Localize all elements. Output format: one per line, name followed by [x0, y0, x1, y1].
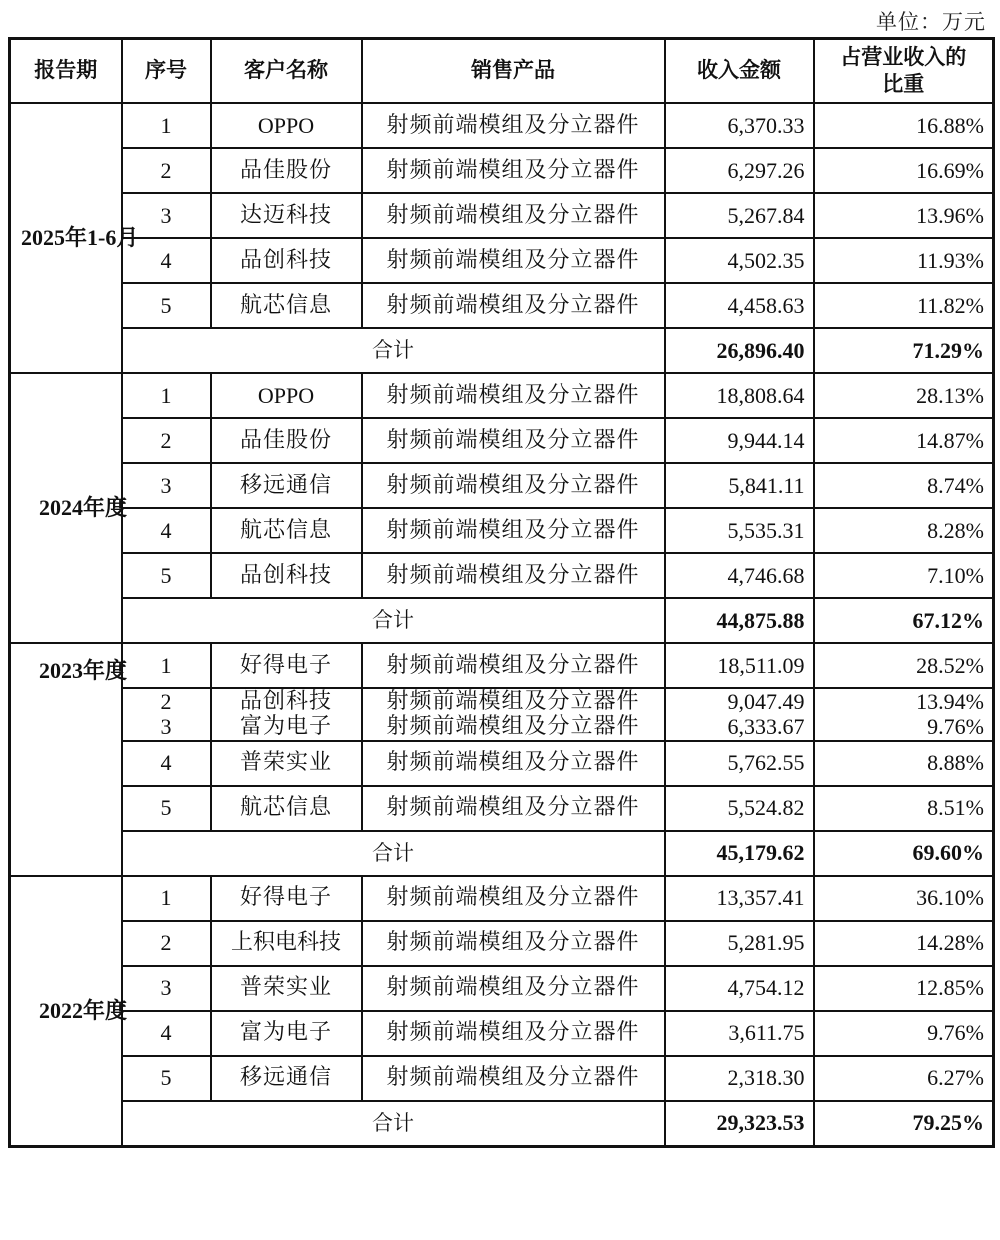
period-label: 2023年度: [10, 643, 122, 876]
header-customer: 客户名称: [211, 39, 362, 104]
total-label: 合计: [122, 1101, 665, 1147]
product-name: 射频前端模组及分立器件: [362, 193, 665, 238]
product-name: 射频前端模组及分立器件: [386, 689, 640, 714]
product-name: 射频前端模组及分立器件: [362, 741, 665, 786]
row-index: 1: [122, 643, 211, 688]
total-label: 合计: [122, 328, 665, 373]
total-row: [10, 598, 994, 643]
revenue-amount: 4,754.12: [665, 966, 814, 1011]
total-revenue: 44,875.88: [665, 598, 814, 643]
row-index: 2: [122, 418, 211, 463]
table-row: [10, 373, 994, 418]
revenue-amount: 5,267.84: [665, 193, 814, 238]
total-row: [10, 1101, 994, 1147]
customer-name: 航芯信息: [211, 786, 362, 831]
revenue-amount: 9,944.14: [665, 418, 814, 463]
product-name: 射频前端模组及分立器件: [362, 418, 665, 463]
row-index: 5: [122, 1056, 211, 1101]
customer-name: OPPO: [211, 103, 362, 148]
revenue-share: 16.88%: [814, 103, 994, 148]
customer-name: 普荣实业: [211, 741, 362, 786]
revenue-amount: 13,357.41: [665, 876, 814, 921]
header-period: 报告期: [10, 39, 122, 104]
revenue-amount: 5,762.55: [665, 741, 814, 786]
revenue-share: 8.28%: [814, 508, 994, 553]
product-name: 射频前端模组及分立器件: [362, 1056, 665, 1101]
customer-name: 航芯信息: [211, 508, 362, 553]
total-row: [10, 831, 994, 876]
table-row: [10, 786, 994, 831]
product-name: 射频前端模组及分立器件: [362, 463, 665, 508]
total-share: 71.29%: [814, 328, 994, 373]
revenue-amount: 5,524.82: [665, 786, 814, 831]
product-name: 射频前端模组及分立器件: [362, 643, 665, 688]
revenue-amount: 4,458.63: [665, 283, 814, 328]
period-label: 2025年1-6月: [10, 103, 122, 373]
product-name: 射频前端模组及分立器件: [362, 786, 665, 831]
revenue-share: 36.10%: [814, 876, 994, 921]
customer-name: 移远通信: [211, 1056, 362, 1101]
revenue-amount: 9,047.49: [727, 689, 805, 714]
customer-name: 品创科技: [211, 553, 362, 598]
row-index: 2: [160, 689, 172, 714]
customer-name: 品佳股份: [211, 148, 362, 193]
row-index: 5: [122, 786, 211, 831]
revenue-share: 13.96%: [814, 193, 994, 238]
product-name: 射频前端模组及分立器件: [386, 714, 640, 740]
revenue-amount: 5,535.31: [665, 508, 814, 553]
total-row: [10, 328, 994, 373]
header-index: 序号: [122, 39, 211, 104]
table-row: [10, 463, 994, 508]
product-name: 射频前端模组及分立器件: [362, 373, 665, 418]
product-name: 射频前端模组及分立器件: [362, 876, 665, 921]
total-revenue: 26,896.40: [665, 328, 814, 373]
row-index-stack: [122, 688, 211, 741]
customer-name: 好得电子: [211, 643, 362, 688]
row-index: 3: [122, 463, 211, 508]
customer-name: OPPO: [211, 373, 362, 418]
revenue-share: 8.88%: [814, 741, 994, 786]
row-index: 1: [122, 373, 211, 418]
row-index: 3: [122, 966, 211, 1011]
row-index: 4: [122, 1011, 211, 1056]
revenue-amount: 4,746.68: [665, 553, 814, 598]
row-index: 1: [122, 876, 211, 921]
revenue-share: 8.74%: [814, 463, 994, 508]
table-row: [10, 921, 994, 966]
revenue-share: 12.85%: [814, 966, 994, 1011]
revenue-share: 28.52%: [814, 643, 994, 688]
header-product: 销售产品: [362, 39, 665, 104]
table-row: [10, 418, 994, 463]
product-name: 射频前端模组及分立器件: [362, 508, 665, 553]
revenue-amount: 6,297.26: [665, 148, 814, 193]
row-index: 2: [122, 148, 211, 193]
product-name: 射频前端模组及分立器件: [362, 148, 665, 193]
total-label: 合计: [122, 831, 665, 876]
row-index: 3: [160, 714, 172, 740]
total-share: 79.25%: [814, 1101, 994, 1147]
total-revenue: 29,323.53: [665, 1101, 814, 1147]
customer-name: 航芯信息: [211, 283, 362, 328]
row-index: 2: [122, 921, 211, 966]
total-label: 合计: [122, 598, 665, 643]
table-row: [10, 103, 994, 148]
total-revenue: 45,179.62: [665, 831, 814, 876]
customer-name: 富为电子: [211, 1011, 362, 1056]
revenue-amount: 18,511.09: [665, 643, 814, 688]
product-name: 射频前端模组及分立器件: [362, 283, 665, 328]
header-share: 占营业收入的比重: [814, 39, 994, 104]
revenue-share: 6.27%: [814, 1056, 994, 1101]
table-row: [10, 148, 994, 193]
revenue-amount-stack: [665, 688, 814, 741]
customer-name: 好得电子: [211, 876, 362, 921]
period-label: 2022年度: [10, 876, 122, 1147]
revenue-share-stack: [814, 688, 994, 741]
revenue-share: 14.87%: [814, 418, 994, 463]
customer-name: 富为电子: [239, 714, 332, 740]
product-name: 射频前端模组及分立器件: [362, 238, 665, 283]
revenue-share: 7.10%: [814, 553, 994, 598]
table-row: [10, 508, 994, 553]
row-index: 4: [122, 741, 211, 786]
table-row: [10, 193, 994, 238]
revenue-amount: 2,318.30: [665, 1056, 814, 1101]
table-header-row: [10, 39, 994, 104]
revenue-amount: 6,333.67: [727, 714, 805, 740]
revenue-share: 28.13%: [814, 373, 994, 418]
revenue-share: 9.76%: [814, 1011, 994, 1056]
revenue-share: 11.93%: [814, 238, 994, 283]
row-index: 5: [122, 283, 211, 328]
table-row: [10, 643, 994, 688]
customer-name: 品佳股份: [211, 418, 362, 463]
header-revenue: 收入金额: [665, 39, 814, 104]
product-name: 射频前端模组及分立器件: [362, 921, 665, 966]
period-label: 2024年度: [10, 373, 122, 643]
customer-name: 品创科技: [239, 689, 332, 714]
product-name: 射频前端模组及分立器件: [362, 1011, 665, 1056]
table-row: [10, 283, 994, 328]
total-share: 69.60%: [814, 831, 994, 876]
customer-name: 普荣实业: [211, 966, 362, 1011]
top-customers-table: [8, 37, 995, 1148]
row-index: 5: [122, 553, 211, 598]
customer-name: 上积电科技: [211, 921, 362, 966]
table-row: [10, 553, 994, 598]
customer-name: 品创科技: [211, 238, 362, 283]
revenue-share: 16.69%: [814, 148, 994, 193]
revenue-share: 8.51%: [814, 786, 994, 831]
revenue-share: 13.94%: [916, 689, 984, 714]
table-row: [10, 1011, 994, 1056]
table-row: [10, 966, 994, 1011]
revenue-share: 14.28%: [814, 921, 994, 966]
table-row: [10, 238, 994, 283]
revenue-share: 11.82%: [814, 283, 994, 328]
product-name: 射频前端模组及分立器件: [362, 103, 665, 148]
revenue-amount: 5,841.11: [665, 463, 814, 508]
revenue-amount: 5,281.95: [665, 921, 814, 966]
customer-name: 移远通信: [211, 463, 362, 508]
customer-name-stack: [211, 688, 362, 741]
row-index: 4: [122, 508, 211, 553]
revenue-amount: 3,611.75: [665, 1011, 814, 1056]
table-row: [10, 876, 994, 921]
total-share: 67.12%: [814, 598, 994, 643]
customer-name: 达迈科技: [211, 193, 362, 238]
table-row-merged: [10, 688, 994, 741]
unit-label: 单位：万元: [876, 10, 986, 34]
revenue-amount: 6,370.33: [665, 103, 814, 148]
product-name: 射频前端模组及分立器件: [362, 966, 665, 1011]
table-row: [10, 1056, 994, 1101]
row-index: 3: [122, 193, 211, 238]
revenue-amount: 4,502.35: [665, 238, 814, 283]
table-row: [10, 741, 994, 786]
revenue-share: 9.76%: [927, 714, 984, 740]
revenue-amount: 18,808.64: [665, 373, 814, 418]
row-index: 1: [122, 103, 211, 148]
row-index: 4: [122, 238, 211, 283]
product-name-stack: [362, 688, 665, 741]
product-name: 射频前端模组及分立器件: [362, 553, 665, 598]
